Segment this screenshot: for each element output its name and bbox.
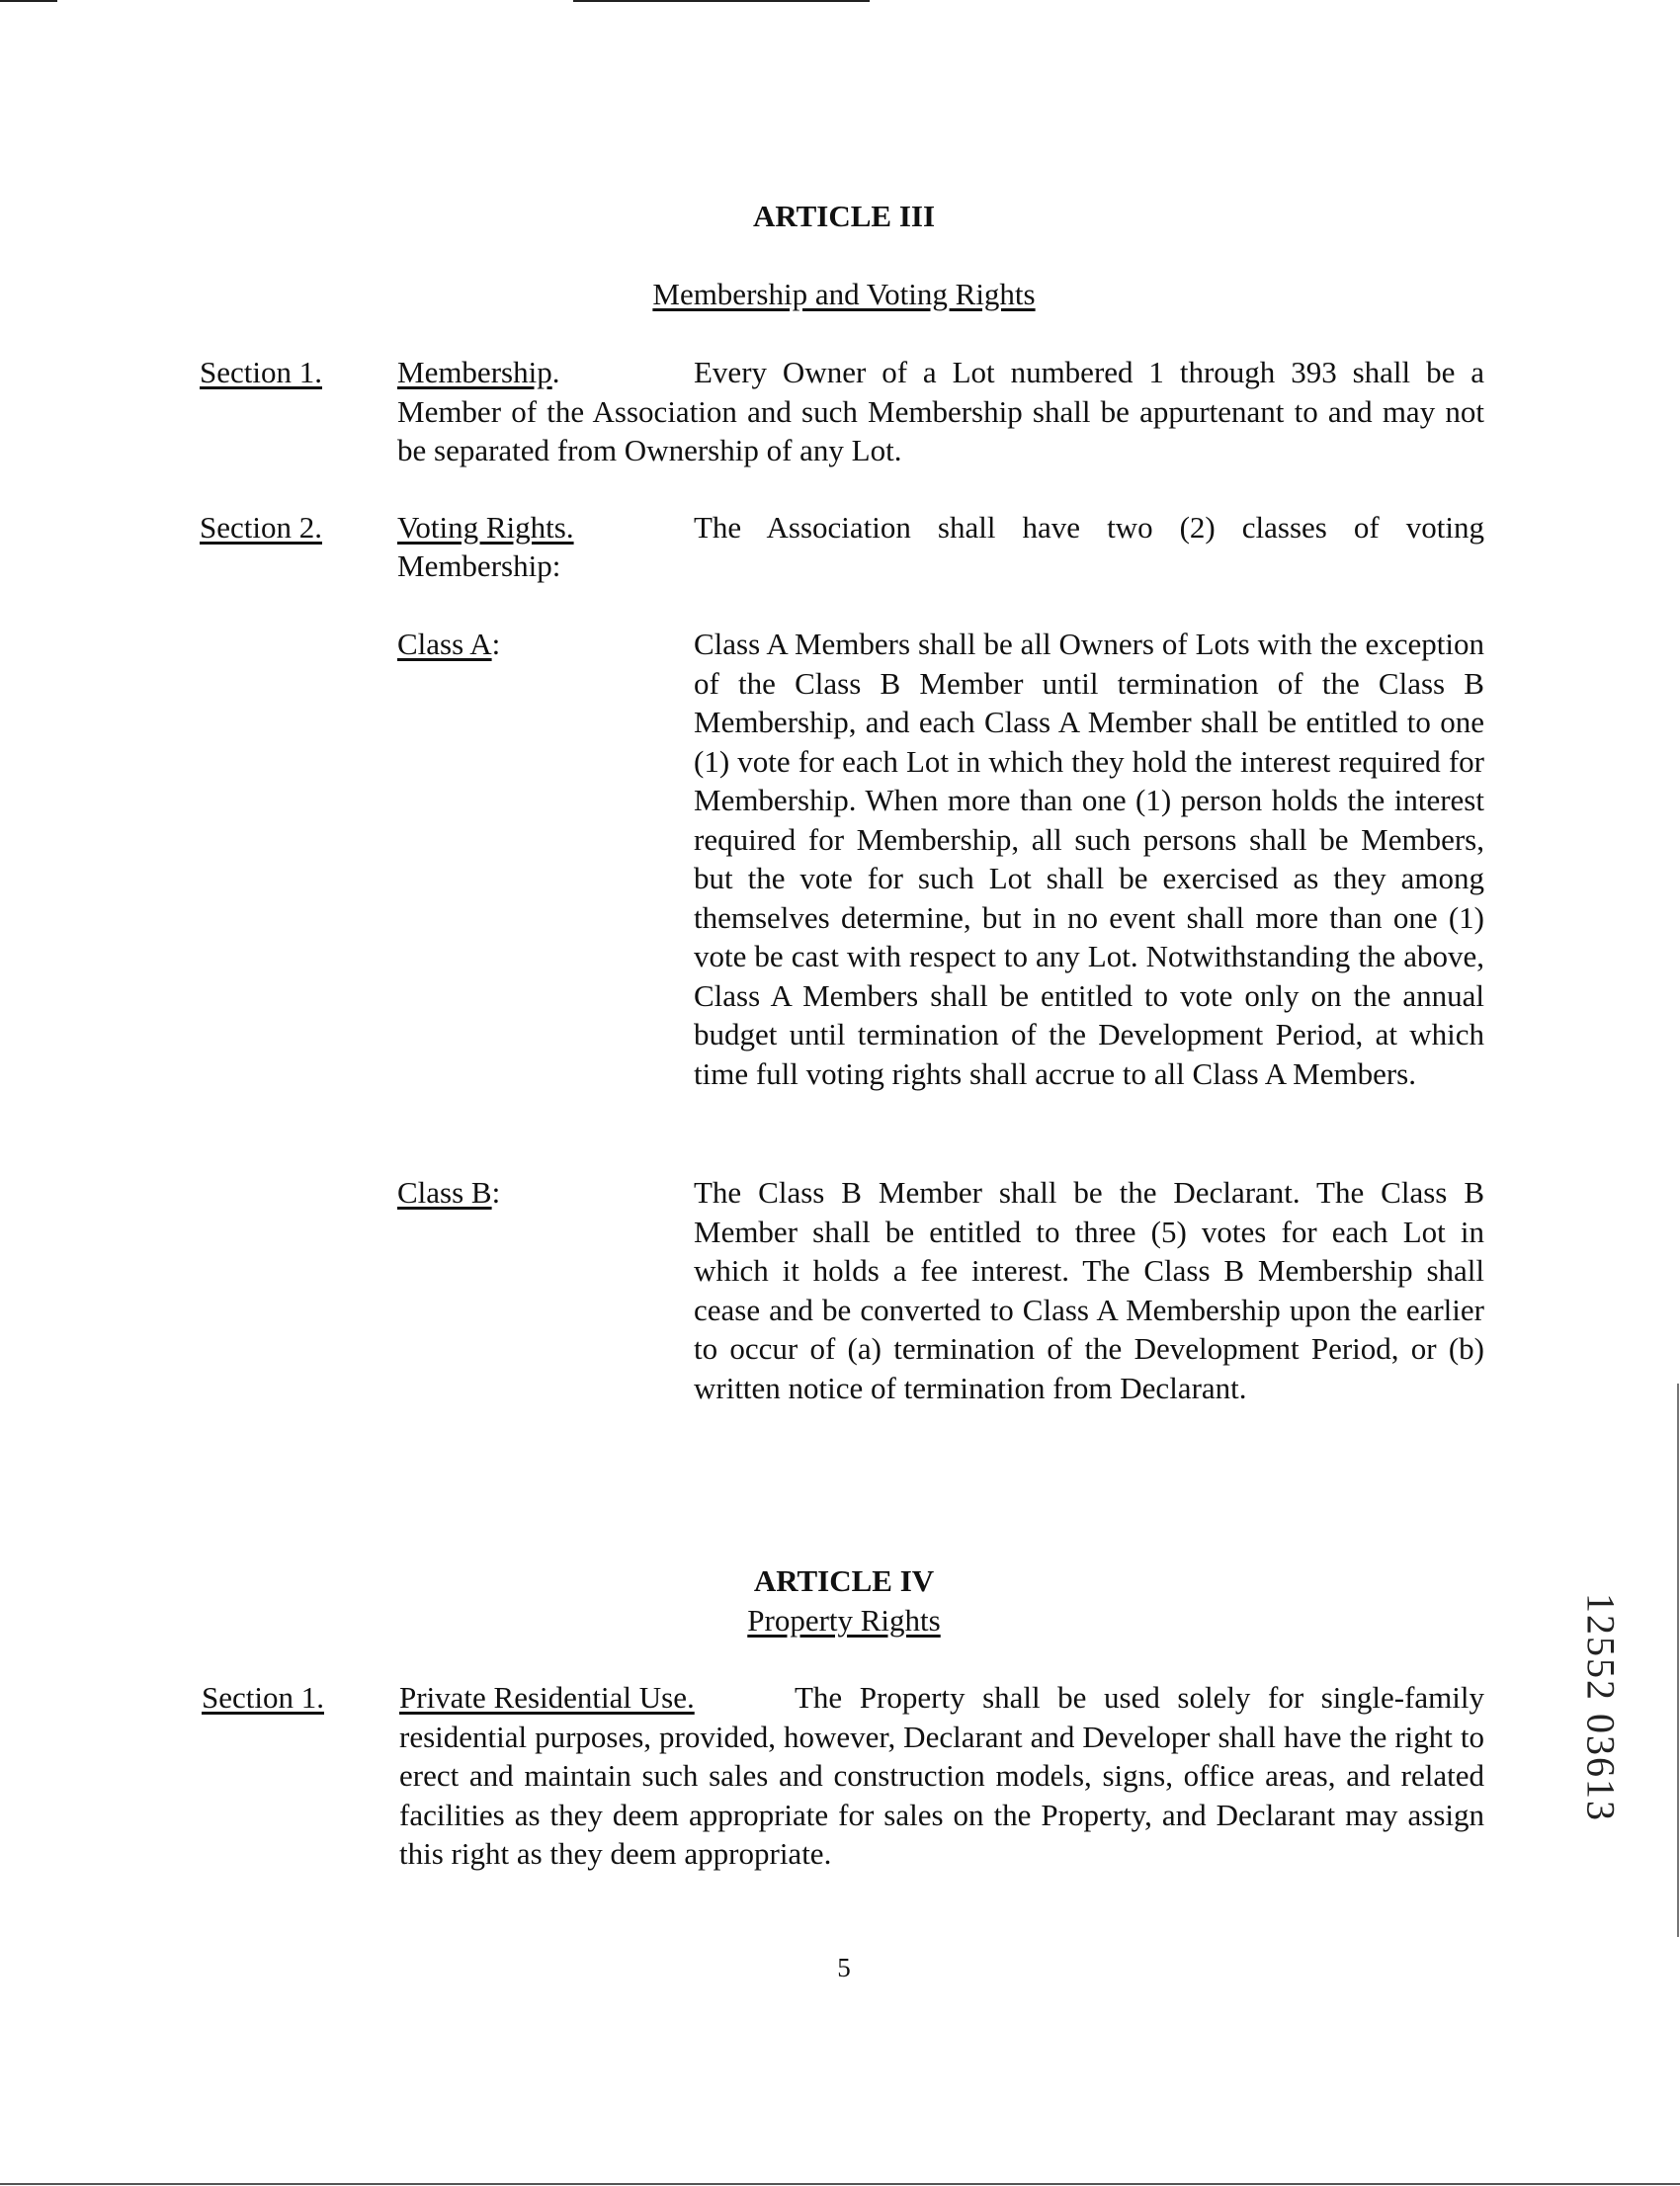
class-b-label (397, 1173, 500, 1213)
a3-s1-continuation: Member of the Association and such Membership shall be appurtenant to and may not be separated from Ownership of any Lot. (397, 393, 1484, 467)
a3-s1-first-line: Every Owner of a Lot numbered 1 through 393 shall be a (694, 355, 1484, 389)
a3-s2-intro: The Association shall have two (2) classes of voting (694, 510, 1484, 545)
section-label: Section 1. (202, 1680, 324, 1715)
class-a-label-text: Class A (397, 627, 492, 661)
article-3-subtitle (0, 275, 1680, 314)
class-b-label-text: Class B (397, 1175, 492, 1210)
scan-edge-top (0, 0, 57, 2)
a3-s1-heading-text: Membership (397, 355, 552, 389)
side-stamp-number: 12552 03613 (1578, 1593, 1624, 1822)
class-b-text: The Class B Member shall be the Declarant. The Class B Member shall be entitled to three (5) votes for each Lot in which it holds a fee interest. The Class B Membership shall cease and be converted to Class A Membership upon the earlier to occur of (a) termination of the Development Period, or (b) written notice of termination from Declarant. (694, 1175, 1484, 1405)
section-label: Section 1. (200, 355, 322, 389)
a3-s1-heading-punct: . (551, 355, 560, 389)
class-a-text: Class A Members shall be all Owners of Lots with the exception of the Class B Member until termination of the Class B Membership, and each Class A Member shall be entitled to one (1) vote for each Lot in which they hold the interest required for Membership. When more than one (1) person holds the interest required for Membership, all such persons shall be Members, but the vote for such Lot shall be exercised as they among themselves determine, but in no event shall more than one (1) vote be cast with respect to any Lot. Notwithstanding the above, Class A Members shall be entitled to vote only on the annual budget until termination of the Development Period, at which time full voting rights shall accrue to all Class A Members. (694, 627, 1484, 1091)
article-4-subtitle-text: Property Rights (747, 1603, 941, 1638)
a3-section-2-label (200, 508, 322, 547)
section-label: Section 2. (200, 510, 322, 545)
a4-s1-heading: Private Residential Use. (399, 1680, 695, 1715)
a3-s1-heading (397, 353, 559, 392)
a3-s2-heading-text: Voting Rights. (397, 510, 574, 545)
a4-s1-continuation: residential purposes, provided, however, Declarant and Developer shall have the right to erect and maintain such sales and construction models, signs, office areas, and related facilities as they deem appropriate for sales on the Property, and Declarant may assign this right as they deem appropriate. (399, 1719, 1484, 1871)
article-3-title: ARTICLE III (752, 199, 936, 233)
a3-section-2-heading (397, 508, 574, 547)
class-a-label (397, 625, 500, 664)
a3-s2-intro-cont: Membership: (397, 548, 561, 583)
a3-section-1-label (200, 353, 322, 392)
article-3-subtitle-text: Membership and Voting Rights (652, 277, 1036, 311)
class-b-colon: : (491, 1175, 501, 1210)
scan-edge-top-2 (573, 0, 870, 2)
scan-edge-bottom (0, 2183, 1680, 2185)
class-a-colon: : (491, 627, 501, 661)
article-4-title: ARTICLE IV (753, 1563, 935, 1598)
scan-edge-right (1677, 1384, 1679, 1937)
a4-section-1-label (202, 1678, 324, 1718)
a3-section-1-body (397, 353, 1484, 470)
a4-s1-first-line: The Property shall be used solely for single-family (795, 1680, 1484, 1715)
page-number: 5 (837, 1953, 851, 1982)
a4-section-1-body (399, 1678, 1484, 1874)
article-4-subtitle (0, 1601, 1680, 1640)
